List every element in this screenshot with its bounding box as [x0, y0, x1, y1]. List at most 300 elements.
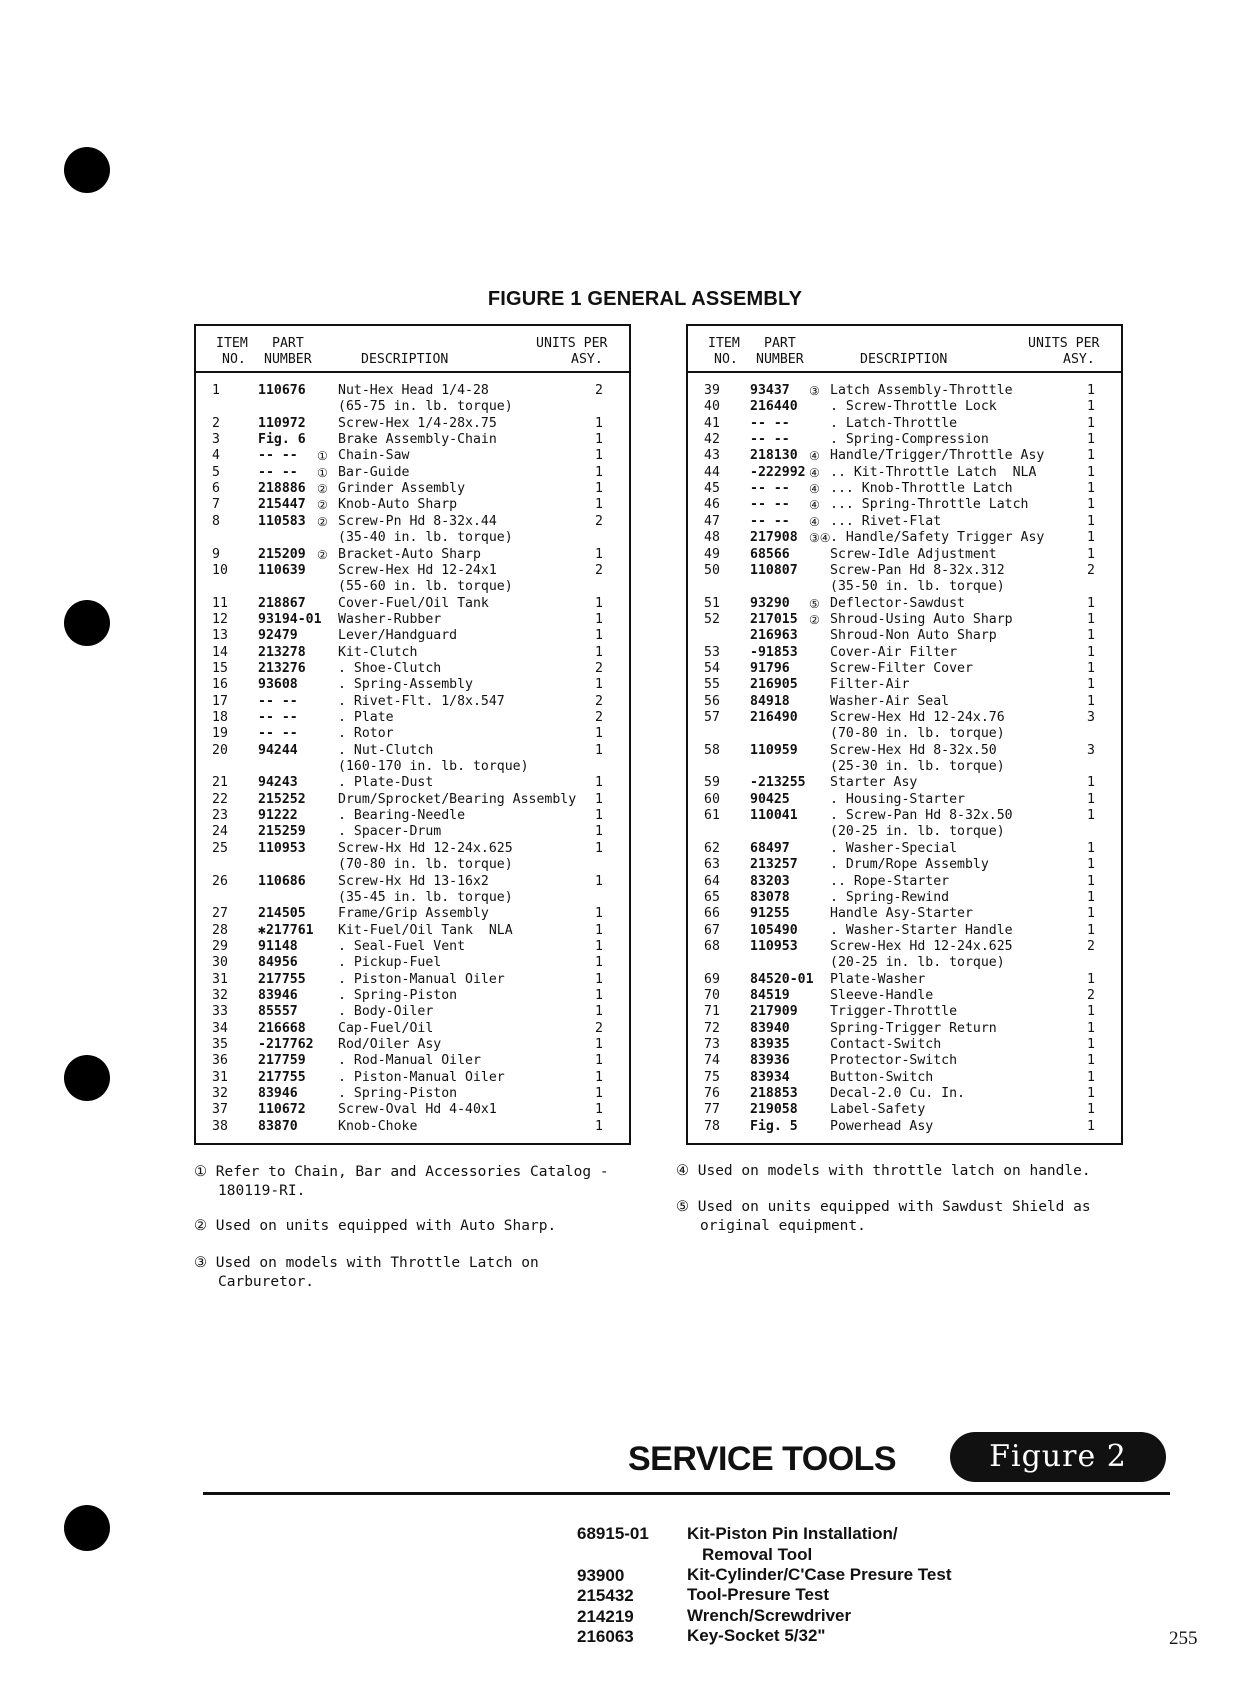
- part-description: Screw-Hx Hd 12-24x.625: [338, 840, 513, 856]
- part-description: . Plate: [338, 710, 394, 725]
- tool-description: Kit-Cylinder/C'Case Presure Test: [687, 1565, 952, 1584]
- table-row: [196, 399, 629, 415]
- table-row: [688, 1004, 1121, 1020]
- units-per-assembly: 1: [1087, 1069, 1095, 1085]
- part-number: 215447: [258, 497, 306, 513]
- item-number: 27: [212, 906, 228, 922]
- units-per-assembly: 1: [1087, 1086, 1095, 1102]
- units-per-assembly: 1: [1087, 791, 1095, 807]
- units-per-assembly: 1: [595, 726, 603, 742]
- part-number: 217908: [750, 530, 798, 546]
- part-description: . Piston-Manual Oiler: [338, 971, 505, 987]
- part-number: 218853: [750, 1086, 798, 1102]
- part-description: (65-75 in. lb. torque): [338, 399, 513, 415]
- table-row: [688, 1086, 1121, 1102]
- item-number: 21: [212, 775, 228, 791]
- table-row: [688, 497, 1121, 513]
- item-number: 48: [704, 530, 720, 546]
- table-row: [688, 694, 1121, 710]
- units-per-assembly: 1: [595, 955, 603, 971]
- part-description: Chain-Saw: [338, 448, 410, 464]
- part-number: 110676: [258, 383, 306, 398]
- table-row: [196, 988, 629, 1004]
- part-number: 83935: [750, 1037, 790, 1052]
- part-number: 83946: [258, 1086, 298, 1102]
- table-row: [688, 579, 1121, 595]
- table-row: [688, 890, 1121, 906]
- part-number: 213276: [258, 660, 306, 676]
- table-row: [688, 416, 1121, 432]
- units-per-assembly: 1: [1087, 1118, 1095, 1134]
- units-per-assembly: 1: [1087, 857, 1095, 873]
- item-number: 2: [212, 415, 220, 431]
- table-row: [688, 759, 1121, 775]
- units-per-assembly: 2: [595, 660, 603, 676]
- item-number: 22: [212, 791, 228, 807]
- table-row: [196, 645, 629, 661]
- part-number: 214505: [258, 906, 306, 922]
- units-per-assembly: 1: [1087, 432, 1095, 448]
- part-description: . Spring-Assembly: [338, 677, 473, 693]
- header-item-label: ITEM: [708, 336, 740, 351]
- footnote-marker: ②: [317, 547, 328, 562]
- units-per-assembly: 1: [1087, 464, 1095, 480]
- part-number: 84956: [258, 955, 298, 971]
- units-per-assembly: 2: [595, 693, 603, 709]
- units-per-assembly: 1: [1087, 513, 1095, 529]
- units-per-assembly: 1: [1087, 546, 1095, 562]
- item-number: 28: [212, 922, 228, 938]
- item-number: 53: [704, 644, 720, 660]
- item-number: 38: [212, 1118, 228, 1134]
- part-number: 90425: [750, 791, 790, 807]
- units-per-assembly: 2: [595, 562, 603, 578]
- header-units-label: UNITS PER: [1028, 336, 1100, 351]
- part-number: 216490: [750, 710, 798, 725]
- units-per-assembly: 2: [595, 383, 603, 398]
- units-per-assembly: 2: [595, 710, 603, 725]
- part-description: Rod/Oiler Asy: [338, 1037, 442, 1052]
- units-per-assembly: 1: [1087, 775, 1095, 791]
- table-row: [688, 514, 1121, 530]
- part-description: . Body-Oiler: [338, 1004, 434, 1020]
- table-row: [196, 759, 629, 775]
- item-number: 77: [704, 1102, 720, 1118]
- item-number: 60: [704, 791, 720, 807]
- part-number: 217015: [750, 611, 798, 627]
- part-description: . Bearing-Needle: [338, 808, 466, 824]
- part-description: (55-60 in. lb. torque): [338, 579, 513, 595]
- part-description: Button-Switch: [830, 1069, 934, 1085]
- table-row: [196, 874, 629, 890]
- units-per-assembly: 1: [595, 873, 603, 889]
- part-number: 68497: [750, 840, 790, 856]
- table-row: [196, 1086, 629, 1102]
- table-row: [688, 743, 1121, 759]
- part-number: 216668: [258, 1020, 306, 1036]
- part-description: Brake Assembly-Chain: [338, 432, 497, 448]
- part-description: Nut-Hex Head 1/4-28: [338, 383, 489, 398]
- footnote-1-line1: ① Refer to Chain, Bar and Accessories Catalog -: [194, 1164, 609, 1180]
- part-number: ✱217761: [258, 922, 314, 938]
- part-description: . Pickup-Fuel: [338, 955, 442, 971]
- part-number: 83078: [750, 889, 790, 905]
- part-number: 91148: [258, 938, 298, 954]
- part-description: Knob-Choke: [338, 1118, 418, 1134]
- part-description: Deflector-Sawdust: [830, 595, 965, 611]
- table-row: [688, 612, 1121, 628]
- header-units-label: UNITS PER: [536, 336, 608, 351]
- part-description: Handle/Trigger/Throttle Asy: [830, 448, 1045, 464]
- units-per-assembly: 2: [1087, 938, 1095, 954]
- table-row: [688, 481, 1121, 497]
- part-description: Filter-Air: [830, 677, 910, 693]
- table-row: [196, 972, 629, 988]
- part-description: Screw-Filter Cover: [830, 660, 973, 676]
- part-number: -- --: [258, 726, 298, 742]
- part-description: ... Rivet-Flat: [830, 513, 942, 529]
- table-row: [196, 1070, 629, 1086]
- binder-hole-upper-middle: [64, 600, 110, 646]
- footnote-5: [676, 1198, 1091, 1236]
- table-row: [688, 1119, 1121, 1135]
- part-description: . Plate-Dust: [338, 775, 434, 791]
- header-part-sub: NUMBER: [264, 352, 312, 367]
- item-number: 72: [704, 1020, 720, 1036]
- part-description: Screw-Hex Hd 12-24x1: [338, 562, 497, 578]
- table-row: [196, 808, 629, 824]
- item-number: 69: [704, 971, 720, 987]
- table-row: [688, 939, 1121, 955]
- part-description: . Shoe-Clutch: [338, 660, 442, 676]
- part-description: Washer-Air Seal: [830, 693, 950, 709]
- part-number: -- --: [258, 464, 298, 480]
- item-number: 61: [704, 808, 720, 824]
- part-description: Starter Asy: [830, 775, 918, 791]
- item-number: 3: [212, 432, 220, 448]
- table-header: [196, 326, 629, 373]
- units-per-assembly: 1: [595, 1069, 603, 1085]
- item-number: 68: [704, 938, 720, 954]
- item-number: 14: [212, 644, 228, 660]
- part-number: 219058: [750, 1102, 798, 1118]
- table-row: [688, 399, 1121, 415]
- table-row: [688, 677, 1121, 693]
- footnote-marker: ②: [317, 482, 328, 497]
- table-row: [688, 1037, 1121, 1053]
- units-per-assembly: 1: [595, 448, 603, 464]
- item-number: 20: [212, 742, 228, 758]
- part-description: . Nut-Clutch: [338, 742, 434, 758]
- part-description: Cap-Fuel/Oil: [338, 1020, 434, 1036]
- item-number: 50: [704, 562, 720, 578]
- part-number: 83936: [750, 1053, 790, 1069]
- item-number: 26: [212, 873, 228, 889]
- part-description: Screw-Idle Adjustment: [830, 546, 997, 562]
- part-number: 93608: [258, 677, 298, 693]
- header-part-label: PART: [764, 336, 796, 351]
- part-description: Screw-Hx Hd 13-16x2: [338, 873, 489, 889]
- part-description: Shroud-Non Auto Sharp: [830, 628, 997, 644]
- item-number: 31: [212, 1069, 228, 1085]
- part-description: . Housing-Starter: [830, 791, 965, 807]
- part-description: . Spring-Compression: [830, 432, 989, 448]
- tool-description: Key-Socket 5/32": [687, 1626, 826, 1645]
- units-per-assembly: 2: [1087, 562, 1095, 578]
- units-per-assembly: 1: [595, 987, 603, 1003]
- units-per-assembly: 1: [1087, 677, 1095, 693]
- units-per-assembly: 1: [1087, 644, 1095, 660]
- table-row: [196, 1102, 629, 1118]
- part-number: 110041: [750, 808, 798, 824]
- footnote-marker: ①: [317, 449, 328, 464]
- item-number: 78: [704, 1118, 720, 1134]
- item-number: 51: [704, 595, 720, 611]
- item-number: 42: [704, 432, 720, 448]
- footnote-5-line1: ⑤ Used on units equipped with Sawdust Shield as: [676, 1199, 1091, 1215]
- table-row: [196, 530, 629, 546]
- part-number: 218867: [258, 595, 306, 611]
- part-number: 110953: [258, 840, 306, 856]
- part-number: 94243: [258, 775, 298, 791]
- units-per-assembly: 1: [595, 791, 603, 807]
- table-row: [196, 563, 629, 579]
- table-row: [196, 416, 629, 432]
- item-number: 56: [704, 693, 720, 709]
- part-description: (70-80 in. lb. torque): [830, 726, 1005, 742]
- units-per-assembly: 1: [595, 742, 603, 758]
- table-row: [688, 906, 1121, 922]
- table-row: [196, 547, 629, 563]
- footnote-marker: ②: [809, 612, 820, 627]
- part-number: 91255: [750, 906, 790, 922]
- item-number: 31: [212, 971, 228, 987]
- table-row: [196, 661, 629, 677]
- units-per-assembly: 1: [1087, 1004, 1095, 1020]
- part-description: . Seal-Fuel Vent: [338, 938, 466, 954]
- units-per-assembly: 1: [595, 415, 603, 431]
- part-number: 105490: [750, 922, 798, 938]
- item-number: 39: [704, 383, 720, 398]
- table-row: [196, 497, 629, 513]
- table-row: [196, 743, 629, 759]
- table-row: [196, 448, 629, 464]
- footnote-2-line1: ② Used on units equipped with Auto Sharp.: [194, 1218, 557, 1234]
- table-row: [688, 972, 1121, 988]
- footnote-5-line2: original equipment.: [700, 1218, 866, 1234]
- footnote-3: [194, 1254, 539, 1292]
- header-units-sub: ASY.: [571, 352, 603, 367]
- part-description: . Screw-Pan Hd 8-32x.50: [830, 808, 1013, 824]
- table-row: [688, 1021, 1121, 1037]
- part-number: -- --: [750, 432, 790, 448]
- units-per-assembly: 1: [595, 497, 603, 513]
- footnote-marker: ⑤: [809, 596, 820, 611]
- header-description: DESCRIPTION: [361, 352, 449, 367]
- part-description: Bar-Guide: [338, 464, 410, 480]
- item-number: 29: [212, 938, 228, 954]
- units-per-assembly: 1: [595, 432, 603, 448]
- tool-part-number: 93900: [577, 1566, 625, 1585]
- item-number: 57: [704, 710, 720, 725]
- footnote-4: [676, 1162, 1091, 1181]
- part-description: . Rod-Manual Oiler: [338, 1053, 481, 1069]
- part-description: .. Rope-Starter: [830, 873, 950, 889]
- table-row: [688, 448, 1121, 464]
- units-per-assembly: 1: [1087, 628, 1095, 644]
- units-per-assembly: 1: [1087, 1053, 1095, 1069]
- units-per-assembly: 2: [1087, 987, 1095, 1003]
- item-number: 19: [212, 726, 228, 742]
- header-description: DESCRIPTION: [860, 352, 948, 367]
- part-description: Screw-Pan Hd 8-32x.312: [830, 562, 1005, 578]
- units-per-assembly: 2: [595, 1020, 603, 1036]
- part-description: (35-40 in. lb. torque): [338, 530, 513, 546]
- units-per-assembly: 1: [595, 611, 603, 627]
- table-row: [196, 628, 629, 644]
- units-per-assembly: 1: [595, 1037, 603, 1052]
- header-part-sub: NUMBER: [756, 352, 804, 367]
- part-number: -- --: [750, 513, 790, 529]
- item-number: 11: [212, 595, 228, 611]
- part-number: 215252: [258, 791, 306, 807]
- part-description: Grinder Assembly: [338, 481, 466, 497]
- part-number: 110807: [750, 562, 798, 578]
- header-item-sub: NO.: [222, 352, 246, 367]
- item-number: 35: [212, 1037, 228, 1052]
- footnote-1-line2: 180119-RI.: [218, 1183, 306, 1199]
- item-number: 32: [212, 987, 228, 1003]
- part-description: . Handle/Safety Trigger Asy: [830, 530, 1045, 546]
- part-number: -- --: [258, 693, 298, 709]
- footnote-marker: ③④: [809, 531, 831, 546]
- footnote-marker: ①: [317, 465, 328, 480]
- part-number: 91796: [750, 660, 790, 676]
- item-number: 6: [212, 481, 220, 497]
- footnote-marker: ④: [809, 465, 820, 480]
- units-per-assembly: 1: [595, 644, 603, 660]
- header-units-sub: ASY.: [1063, 352, 1095, 367]
- units-per-assembly: 1: [1087, 481, 1095, 497]
- table-row: [196, 710, 629, 726]
- tool-description: Tool-Presure Test: [687, 1585, 830, 1604]
- units-per-assembly: 1: [595, 808, 603, 824]
- part-description: Label-Safety: [830, 1102, 926, 1118]
- part-description: Handle Asy-Starter: [830, 906, 973, 922]
- units-per-assembly: 1: [595, 1053, 603, 1069]
- item-number: 49: [704, 546, 720, 562]
- table-row: [196, 824, 629, 840]
- table-row: [196, 890, 629, 906]
- units-per-assembly: 1: [595, 971, 603, 987]
- table-row: [688, 628, 1121, 644]
- part-number: Fig. 5: [750, 1118, 798, 1134]
- units-per-assembly: 1: [1087, 497, 1095, 513]
- part-description: (20-25 in. lb. torque): [830, 824, 1005, 840]
- tool-part-number: 216063: [577, 1627, 634, 1646]
- units-per-assembly: 1: [595, 906, 603, 922]
- item-number: 23: [212, 808, 228, 824]
- part-number: 84519: [750, 987, 790, 1003]
- part-description: Bracket-Auto Sharp: [338, 546, 481, 562]
- part-description: Cover-Fuel/Oil Tank: [338, 595, 489, 611]
- footnote-3-line1: ③ Used on models with Throttle Latch on: [194, 1255, 539, 1271]
- item-number: 34: [212, 1020, 228, 1036]
- part-number: 216963: [750, 628, 798, 644]
- part-description: . Spring-Piston: [338, 1086, 458, 1102]
- part-description: . Piston-Manual Oiler: [338, 1069, 505, 1085]
- units-per-assembly: 1: [1087, 448, 1095, 464]
- footnote-marker: ②: [317, 498, 328, 513]
- part-number: 94244: [258, 742, 298, 758]
- table-row: [196, 1119, 629, 1135]
- units-per-assembly: 1: [595, 628, 603, 644]
- part-number: -- --: [258, 710, 298, 725]
- item-number: 71: [704, 1004, 720, 1020]
- part-number: 85557: [258, 1004, 298, 1020]
- footnote-marker: ②: [317, 514, 328, 529]
- table-row: [688, 792, 1121, 808]
- part-number: 110672: [258, 1102, 306, 1118]
- part-number: 213257: [750, 857, 798, 873]
- part-number: 83946: [258, 987, 298, 1003]
- binder-hole-lower-middle: [64, 1055, 110, 1101]
- part-description: Latch Assembly-Throttle: [830, 383, 1013, 398]
- item-number: 10: [212, 562, 228, 578]
- part-number: -213255: [750, 775, 806, 791]
- part-number: 216905: [750, 677, 798, 693]
- table-row: [196, 677, 629, 693]
- table-row: [196, 841, 629, 857]
- table-row: [688, 923, 1121, 939]
- units-per-assembly: 1: [1087, 1037, 1095, 1052]
- units-per-assembly: 1: [1087, 840, 1095, 856]
- part-number: 110639: [258, 562, 306, 578]
- part-number: 110959: [750, 742, 798, 758]
- item-number: 64: [704, 873, 720, 889]
- footnote-marker: ④: [809, 498, 820, 513]
- table-row: [196, 1053, 629, 1069]
- part-description: Protector-Switch: [830, 1053, 958, 1069]
- table-row: [688, 824, 1121, 840]
- units-per-assembly: 1: [595, 1086, 603, 1102]
- footnote-2: [194, 1217, 556, 1236]
- units-per-assembly: 1: [1087, 660, 1095, 676]
- units-per-assembly: 1: [595, 677, 603, 693]
- part-number: -91853: [750, 644, 798, 660]
- item-number: 47: [704, 513, 720, 529]
- part-number: 218130: [750, 448, 798, 464]
- units-per-assembly: 2: [595, 513, 603, 529]
- item-number: 16: [212, 677, 228, 693]
- units-per-assembly: 1: [1087, 415, 1095, 431]
- table-row: [196, 514, 629, 530]
- item-number: 18: [212, 710, 228, 725]
- item-number: 52: [704, 611, 720, 627]
- item-number: 59: [704, 775, 720, 791]
- divider: [203, 1492, 1170, 1495]
- units-per-assembly: 1: [1087, 693, 1095, 709]
- parts-table-right: [686, 324, 1123, 1145]
- figure-2-tag: Figure 2: [950, 1432, 1166, 1482]
- item-number: 15: [212, 660, 228, 676]
- part-description: Decal-2.0 Cu. In.: [830, 1086, 965, 1102]
- footnote-3-line2: Carburetor.: [218, 1274, 315, 1290]
- table-row: [688, 465, 1121, 481]
- part-description: . Spacer-Drum: [338, 824, 442, 840]
- part-description: Trigger-Throttle: [830, 1004, 958, 1020]
- item-number: 70: [704, 987, 720, 1003]
